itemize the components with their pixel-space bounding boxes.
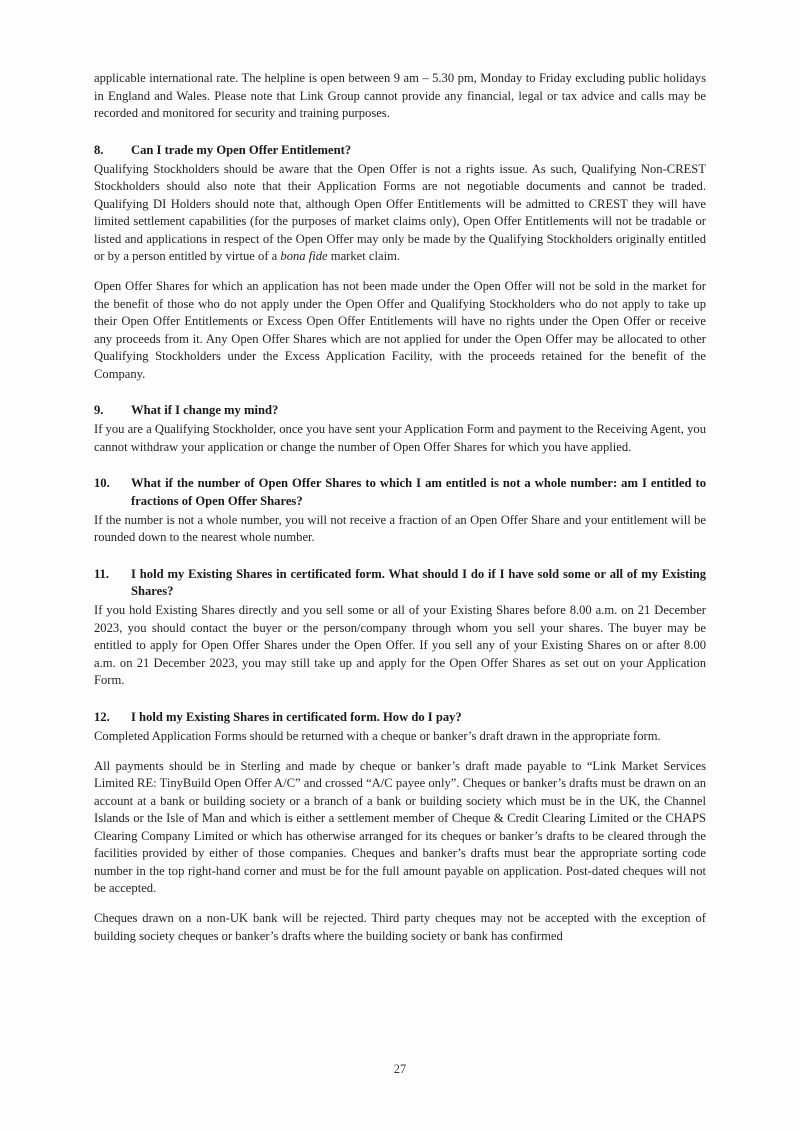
qa-answer-8-text-pre: Qualifying Stockholders should be aware that the Open Offer is not a rights issue. As such, Qualifying Non-CREST Stockholders should also note that their Application Forms are not negotiable documents and cannot be traded. Qualifying DI Holders should note that, although Open Offer Entitlements will be admitted to CREST they will have limited settlement capabilities (for the purposes of market claims only), Open Offer Entitlements will not be tradable or listed and applications in respect of the Open Offer may only be made by the Qualifying Stockholders originally entitled or by a person entitled by virtue of a [94, 161, 706, 263]
qa-number-8: 8. [94, 142, 104, 157]
qa-heading-8 [94, 142, 706, 160]
qa-heading-11 [94, 566, 706, 601]
qa-question-12: I hold my Existing Shares in certificated form. How do I pay? [131, 709, 462, 724]
qa-item-11 [94, 566, 706, 690]
qa-answer-8-text-post: market claim. [327, 249, 401, 263]
qa-item-10 [94, 475, 706, 547]
qa-answer-8-para-2: Open Offer Shares for which an application has not been made under the Open Offer will not be sold in the market for the benefit of those who do not apply under the Open Offer and Qualifying Stockholders who do not apply to take up their Open Offer Entitlements or Excess Open Offer Entitlements will have no rights under the Open Offer or receive any proceeds from it. Any Open Offer Shares which are not applied for under the Open Offer may be allocated to other Qualifying Stockholders under the Excess Application Facility, with the proceeds retained for the benefit of the Company. [94, 279, 706, 381]
qa-question-8: Can I trade my Open Offer Entitlement? [131, 142, 352, 157]
qa-answer-12-para-3: Cheques drawn on a non-UK bank will be rejected. Third party cheques may not be accepted with the exception of building society cheques or banker’s drafts where the building society or bank has confirmed [94, 911, 706, 943]
qa-item-12 [94, 709, 706, 946]
qa-heading-10 [94, 475, 706, 510]
qa-question-11: I hold my Existing Shares in certificated form. What should I do if I have sold some or all of my Existing Shares? [131, 566, 706, 598]
qa-answer-10-para-1: If the number is not a whole number, you will not receive a fraction of an Open Offer Share and your entitlement will be rounded down to the nearest whole number. [94, 512, 706, 544]
qa-question-10: What if the number of Open Offer Shares to which I am entitled is not a whole number: am I entitled to fractions of Open Offer Shares? [131, 476, 706, 508]
page-content [94, 70, 706, 958]
qa-number-11: 11. [94, 566, 110, 581]
qa-answer-8-italic-phrase: bona fide [280, 249, 328, 263]
qa-answer-8-para-1 [94, 161, 706, 266]
qa-number-12: 12. [94, 709, 110, 724]
qa-answer-12-para-2: All payments should be in Sterling and made by cheque or banker’s draft made payable to “Link Market Services Limited RE: TinyBuild Open Offer A/C” and crossed “A/C payee only”. Cheques or banker’s drafts must be drawn on an account at a bank or building society or a branch of a bank or building society which must be in the UK, the Channel Islands or the Isle of Man and which is either a settlement member of Cheque & Credit Clearing Limited or the CHAPS Clearing Company Limited or which has otherwise arranged for its cheques or banker’s drafts to be cleared through the facilities provided by either of those companies. Cheques and banker’s drafts must bear the appropriate sorting code number in the top right-hand corner and must be for the full amount payable on application. Post-dated cheques will not be accepted. [94, 758, 706, 895]
qa-answer-12-para-1: Completed Application Forms should be returned with a cheque or banker’s draft drawn in the appropriate form. [94, 728, 661, 743]
qa-question-9: What if I change my mind? [131, 403, 279, 417]
qa-answer-9-para-1: If you are a Qualifying Stockholder, once you have sent your Application Form and payment to the Receiving Agent, you cannot withdraw your application or change the number of Open Offer Shares for which you have applied. [94, 422, 706, 454]
qa-item-8 [94, 142, 706, 384]
qa-heading-12 [94, 709, 706, 727]
qa-answer-11-para-1: If you hold Existing Shares directly and you sell some or all of your Existing Shares before 8.00 a.m. on 21 December 2023, you should contact the buyer or the person/company through whom you sell your shares. The buyer may be entitled to apply for Open Offer Shares under the Open Offer. If you sell any of your Existing Shares on or after 8.00 a.m. on 21 December 2023, you may still take up and apply for the Open Offer Shares as set out on your Application Form. [94, 603, 706, 687]
qa-number-9: 9. [94, 403, 104, 417]
page-number: 27 [393, 1062, 407, 1076]
qa-item-9 [94, 402, 706, 456]
qa-number-10: 10. [94, 476, 110, 490]
intro-paragraph: applicable international rate. The helpline is open between 9 am – 5.30 pm, Monday to Friday excluding public holidays in England and Wales. Please note that Link Group cannot provide any financial, legal or tax advice and calls may be recorded and monitored for security and training purposes. [94, 71, 706, 120]
qa-heading-9 [94, 402, 706, 420]
